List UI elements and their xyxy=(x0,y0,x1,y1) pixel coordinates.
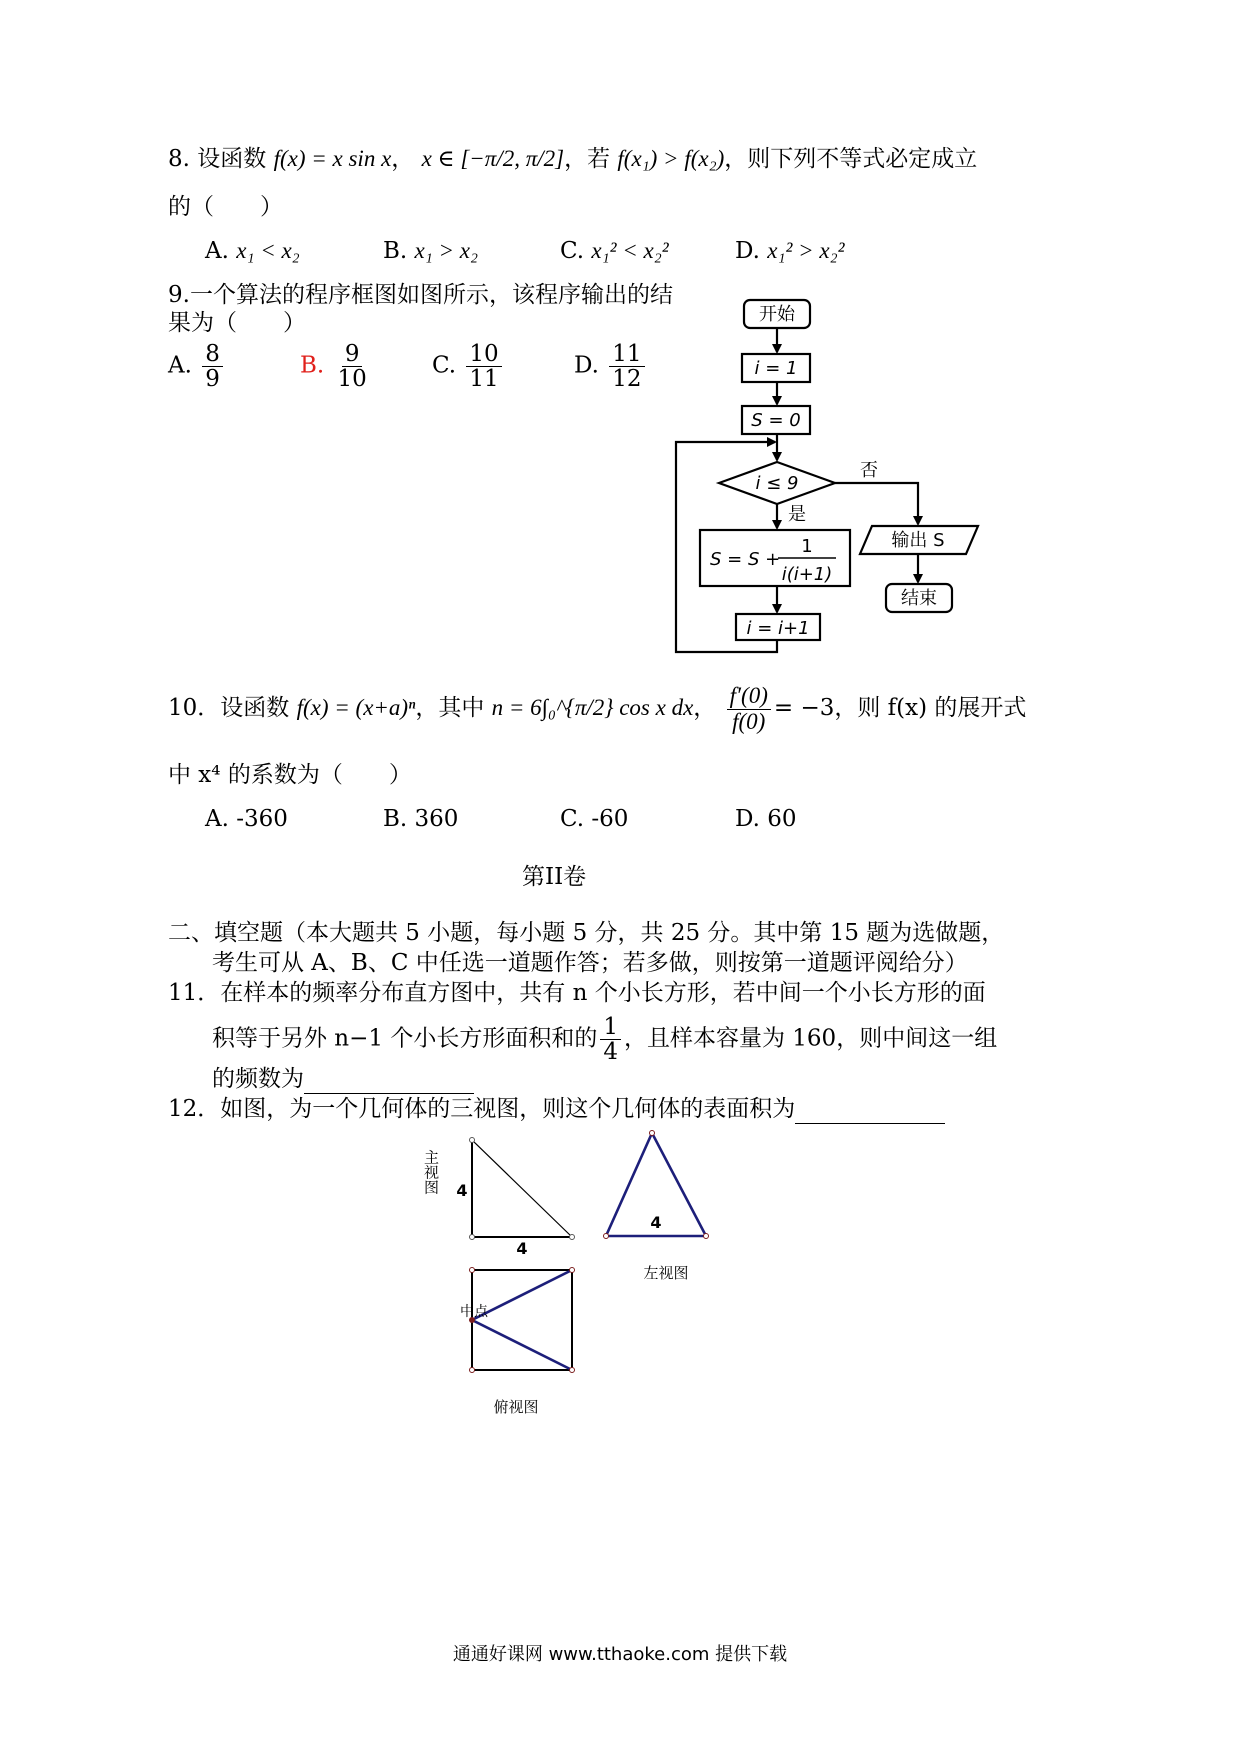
q8-option-b xyxy=(383,236,478,266)
q10-ratio-den: f(0) xyxy=(732,708,766,734)
option-expr: x₁ > x₂ xyxy=(414,238,478,263)
q10-option-a xyxy=(205,804,288,834)
q9-option-d xyxy=(574,342,648,391)
q8-option-d xyxy=(735,236,844,266)
q11-line2-b: ，且样本容量为 160，则中间这一组 xyxy=(623,1025,998,1052)
option-label: A. xyxy=(168,352,192,379)
option-expr: x₁ < x₂ xyxy=(236,238,300,263)
q8-lead: 设函数 xyxy=(197,146,267,172)
q10-ratio-num: f′(0) xyxy=(727,684,771,709)
flow-start-text: 开始 xyxy=(759,304,795,325)
top-view xyxy=(460,1268,575,1417)
option-label-highlighted: B. xyxy=(300,352,325,379)
q10-number: 10． xyxy=(168,695,221,721)
option-label: C. xyxy=(560,238,585,264)
option-value: -360 xyxy=(236,806,288,832)
option-label: D. xyxy=(735,238,760,264)
q10-line2: 中 x⁴ 的系数为（ ） xyxy=(168,762,412,788)
front-width-label: 4 xyxy=(516,1239,528,1258)
option-label: C. xyxy=(560,806,585,832)
q8-domain: x ∈ [−π/2, π/2] xyxy=(421,146,565,171)
q10-tail: ，则 f(x) 的展开式 xyxy=(834,695,1027,721)
option-expr: x₁² > x₂² xyxy=(767,238,845,263)
q9-option-c xyxy=(432,342,505,391)
frac-den: 12 xyxy=(612,366,642,393)
q8-line2: 的（ ） xyxy=(168,194,283,220)
q8-tail: ，则下列不等式必定成立 xyxy=(724,146,978,172)
q12-answer-blank[interactable] xyxy=(795,1097,945,1124)
side-view-label: 左视图 xyxy=(643,1264,689,1282)
section-heading-line2: 考生可从 A、B、C 中任选一道题作答；若多做，则按第一道题评阅给分） xyxy=(212,950,968,976)
q11-line3 xyxy=(212,1064,474,1094)
q10-ratio-value: = −3 xyxy=(773,695,835,721)
frac-num: 11 xyxy=(609,342,644,367)
option-label: B. xyxy=(383,806,408,832)
q10-option-c xyxy=(560,804,628,834)
q12-text: 12．如图，为一个几何体的三视图，则这个几何体的表面积为 xyxy=(168,1096,796,1122)
q11-line1: 11．在样本的频率分布直方图中，共有 n 个小长方形，若中间一个小长方形的面 xyxy=(168,980,986,1006)
option-label: D. xyxy=(574,352,599,379)
q8-number: 8. xyxy=(168,146,190,172)
frac-den: 11 xyxy=(469,366,499,393)
option-label: C. xyxy=(432,352,457,379)
q10-option-d xyxy=(735,804,797,834)
flow-update-s-num: 1 xyxy=(801,536,813,557)
flow-update-s-text: S = S + xyxy=(710,549,781,570)
q11-answer-blank[interactable] xyxy=(304,1067,474,1094)
flow-init-i-text: i = 1 xyxy=(754,358,798,379)
flow-no-label: 否 xyxy=(860,460,878,481)
q8-condition: f(x₁) > f(x₂) xyxy=(617,146,725,171)
frac-den: 9 xyxy=(205,366,220,393)
flow-update-s-den: i(i+1) xyxy=(781,564,833,585)
option-value: -60 xyxy=(591,806,629,832)
front-view xyxy=(422,1138,575,1259)
option-label: B. xyxy=(383,238,408,264)
option-value: 60 xyxy=(767,806,797,832)
section-heading: 二、填空题（本大题共 5 小题，每小题 5 分，共 25 分。其中第 15 题为选做题， xyxy=(168,920,1005,946)
frac-den: 10 xyxy=(337,366,367,393)
q10-lead: 设函数 xyxy=(220,695,290,721)
option-label: A. xyxy=(205,238,229,264)
option-label: D. xyxy=(735,806,760,832)
q10-mid: ，其中 xyxy=(415,695,485,721)
option-value: 360 xyxy=(414,806,459,832)
q8-line1: 8. 设函数 f(x) = x sin x， x ∈ [−π/2, π/2]，若 f(x₁) > f(x₂)，则下列不等式必定成立 xyxy=(168,146,978,172)
top-view-label: 俯视图 xyxy=(493,1398,539,1416)
frac-num: 10 xyxy=(466,342,501,367)
q10-n-expression: n = 6∫₀^{π/2} cos x dx xyxy=(491,695,694,720)
option-label: A. xyxy=(205,806,229,832)
q9-line1: 9.一个算法的程序框图如图所示，该程序输出的结 xyxy=(168,282,673,308)
q10-option-b xyxy=(383,804,458,834)
flow-increment-text: i = i+1 xyxy=(746,618,810,639)
side-view xyxy=(604,1131,709,1283)
flow-condition-text: i ≤ 9 xyxy=(755,473,799,494)
q11-line2 xyxy=(212,1015,997,1064)
flow-end-text: 结束 xyxy=(901,588,937,609)
q8-option-c xyxy=(560,236,669,266)
q9-line2: 果为（ ） xyxy=(168,310,306,336)
flow-init-s-text: S = 0 xyxy=(751,410,801,431)
flow-output-text: 输出 S xyxy=(891,530,945,551)
front-view-label: 主视图 xyxy=(422,1149,440,1195)
frac-num: 8 xyxy=(202,342,223,367)
frac-num: 9 xyxy=(342,342,363,367)
front-height-label: 4 xyxy=(456,1181,468,1200)
q10-function: f(x) = (x+a)ⁿ xyxy=(296,695,416,720)
q11-frac-den: 4 xyxy=(603,1039,618,1066)
q11-frac-num: 1 xyxy=(600,1015,621,1040)
footer-text: 通通好课网 www.tthaoke.com 提供下载 xyxy=(452,1644,788,1665)
q10-comma: ， xyxy=(693,695,717,721)
q11-line3-text: 的频数为 xyxy=(212,1066,304,1092)
option-expr: x₁² < x₂² xyxy=(591,238,669,263)
q11-line2-a: 积等于另外 n−1 个小长方形面积和的 xyxy=(212,1025,598,1052)
flowchart xyxy=(660,290,1000,670)
three-views-figure xyxy=(400,1120,760,1430)
section-title: 第II卷 xyxy=(522,864,587,890)
q8-cond-lead: ，若 xyxy=(564,146,611,172)
q8-function: f(x) = x sin x xyxy=(273,146,392,171)
q9-option-a xyxy=(168,342,226,391)
q10-line1 xyxy=(168,683,1026,734)
flow-yes-label: 是 xyxy=(788,504,806,525)
q8-option-a xyxy=(205,236,300,266)
side-base-label: 4 xyxy=(650,1213,662,1232)
midpoint-label: 中点 xyxy=(460,1304,488,1320)
q9-option-b xyxy=(300,342,373,391)
